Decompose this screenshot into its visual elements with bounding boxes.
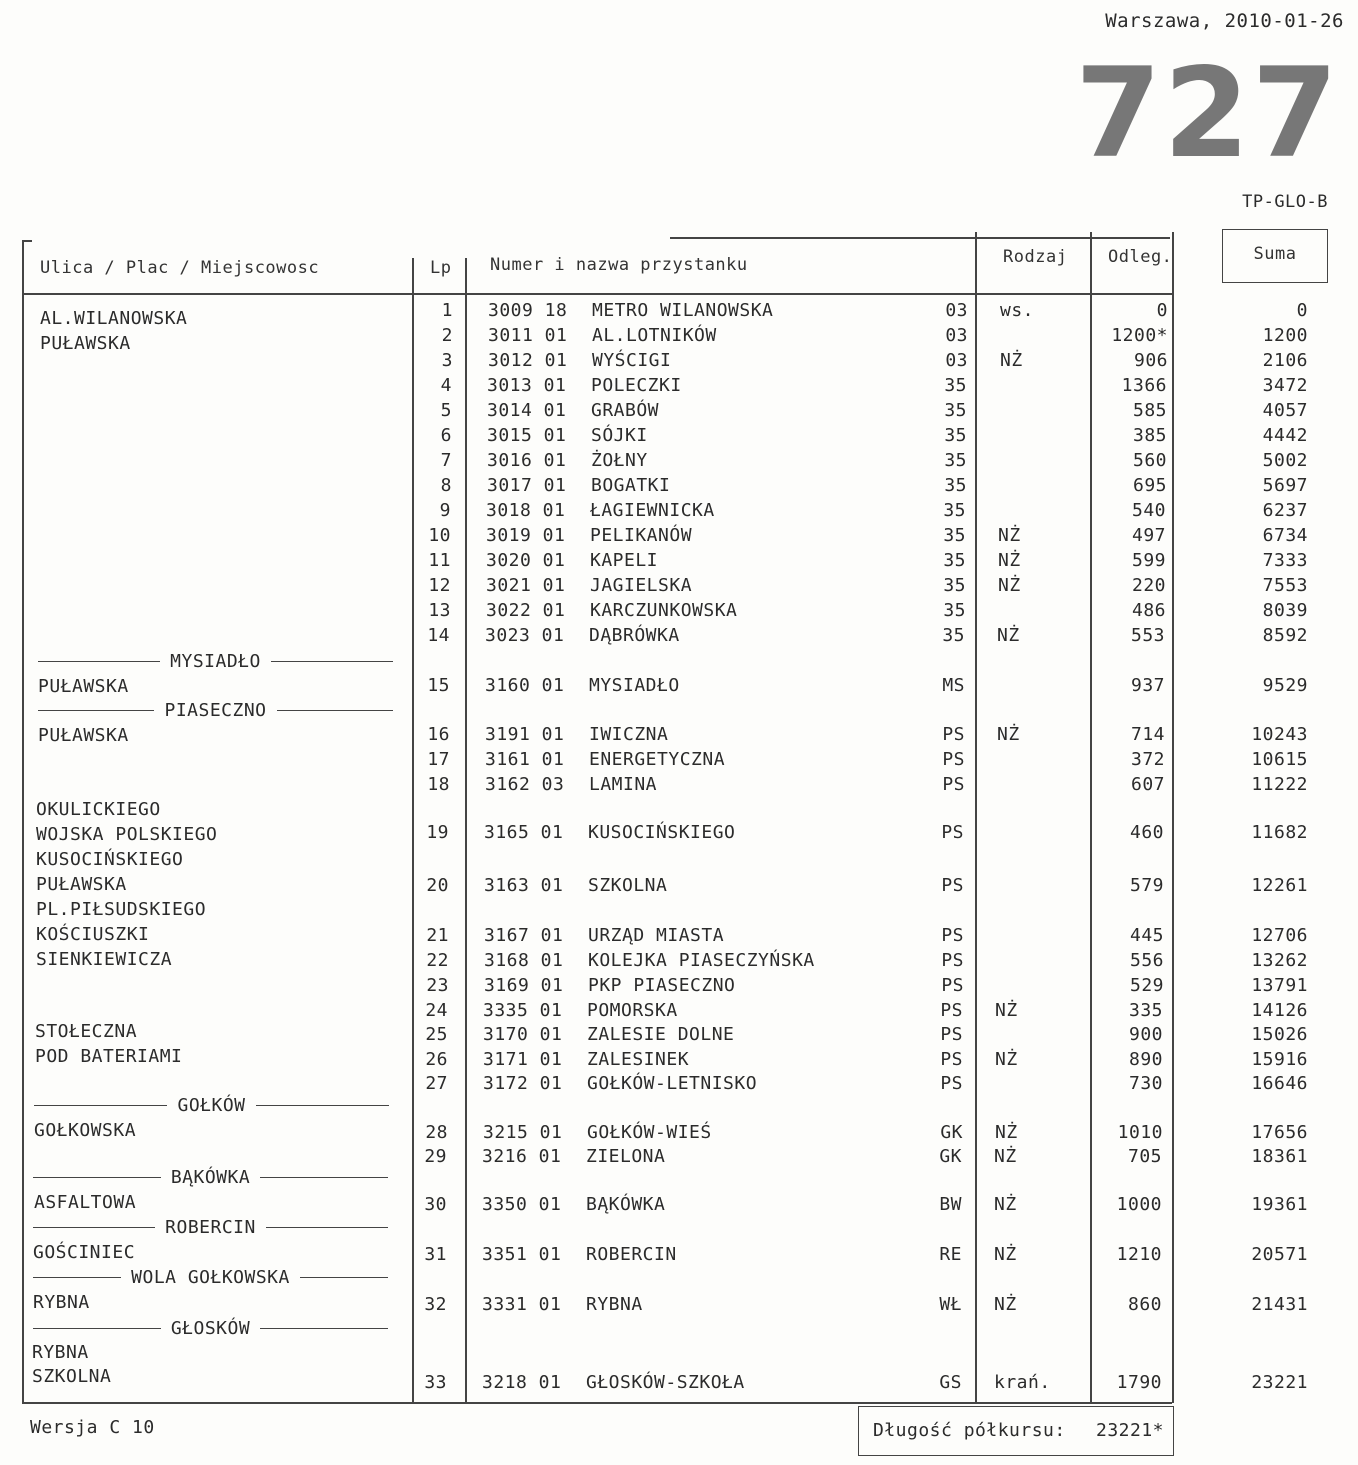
stop-number: 3015 01 [487, 425, 567, 446]
header-type: Rodzaj [1003, 247, 1068, 267]
street-name: GOŁKOWSKA [34, 1120, 137, 1141]
stop-distance: 553 [1130, 625, 1165, 646]
stop-number: 3170 01 [483, 1024, 563, 1045]
stop-sum: 3472 [1262, 375, 1308, 396]
stop-zone: PS [942, 774, 965, 795]
stop-type: NŻ [998, 525, 1021, 546]
stop-distance: 695 [1132, 475, 1167, 496]
table-left-border [22, 240, 24, 1403]
stop-distance: 579 [1129, 875, 1164, 896]
stop-name: RYBNA [586, 1294, 643, 1315]
header-stop: Numer i nazwa przystanku [490, 255, 748, 275]
divider-stop-type [975, 232, 977, 1403]
section-label: WOLA GOŁKOWSKA [131, 1267, 290, 1288]
stop-sum: 4057 [1262, 400, 1308, 421]
stop-distance: 860 [1127, 1294, 1162, 1315]
stop-lp: 32 [424, 1294, 447, 1315]
stop-sum: 14126 [1251, 1000, 1308, 1021]
version-label: Wersja C 10 [30, 1417, 155, 1438]
stop-name: KOLEJKA PIASECZYŃSKA [588, 950, 815, 971]
stop-sum: 12706 [1251, 925, 1308, 946]
section-label: ROBERCIN [165, 1217, 256, 1238]
stop-sum: 19361 [1251, 1194, 1308, 1215]
stop-distance: 730 [1128, 1073, 1163, 1094]
stop-number: 3022 01 [486, 600, 566, 621]
header-distance: Odleg. [1108, 247, 1173, 267]
stop-number: 3013 01 [487, 375, 567, 396]
stop-sum: 17656 [1251, 1122, 1308, 1143]
stop-type: NŻ [1000, 350, 1023, 371]
stop-distance: 906 [1133, 350, 1168, 371]
stop-zone: PS [941, 975, 964, 996]
stop-number: 3351 01 [482, 1244, 562, 1265]
stop-type: NŻ [994, 1244, 1017, 1265]
street-name: OKULICKIEGO [36, 799, 161, 820]
stop-lp: 19 [426, 822, 449, 843]
stop-name: ZALESIE DOLNE [587, 1024, 735, 1045]
street-name: KOŚCIUSZKI [36, 924, 150, 945]
stop-distance: 1200* [1111, 325, 1168, 346]
stop-zone: 35 [943, 500, 966, 521]
header-street: Ulica / Plac / Miejscowosc [40, 258, 320, 278]
stop-sum: 10615 [1251, 749, 1308, 770]
section-label: MYSIADŁO [170, 651, 261, 672]
stop-number: 3020 01 [486, 550, 566, 571]
stop-lp: 16 [427, 724, 450, 745]
stop-zone: WŁ [939, 1294, 962, 1315]
stop-lp: 20 [426, 875, 449, 896]
stop-zone: 35 [944, 450, 967, 471]
stop-name: WYŚCIGI [592, 350, 672, 371]
stop-number: 3163 01 [484, 875, 564, 896]
table-right-border [1172, 232, 1174, 1403]
stop-zone: 35 [944, 375, 967, 396]
line-number: 727 [1075, 42, 1340, 186]
stop-type: ws. [1000, 300, 1035, 321]
stop-sum: 23221 [1251, 1372, 1308, 1393]
stop-name: GRABÓW [591, 400, 660, 421]
stop-number: 3171 01 [483, 1049, 563, 1070]
stop-distance: 486 [1131, 600, 1166, 621]
stop-sum: 16646 [1251, 1073, 1308, 1094]
stop-distance: 335 [1128, 1000, 1163, 1021]
street-name: WOJSKA POLSKIEGO [36, 824, 218, 845]
stop-sum: 6734 [1262, 525, 1308, 546]
stop-name: PELIKANÓW [590, 525, 693, 546]
section-separator [33, 1217, 388, 1238]
table-bottom-border [22, 1402, 1172, 1404]
length-value: 23221* [1096, 1420, 1165, 1441]
stop-name: PKP PIASECZNO [588, 975, 736, 996]
stop-number: 3160 01 [485, 675, 565, 696]
stop-distance: 1210 [1116, 1244, 1162, 1265]
section-label: BĄKÓWKA [170, 1167, 251, 1188]
stop-number: 3215 01 [483, 1122, 563, 1143]
stop-zone: BW [939, 1194, 962, 1215]
stop-lp: 1 [441, 300, 453, 321]
stop-type: NŻ [997, 625, 1020, 646]
stop-lp: 30 [424, 1194, 447, 1215]
street-name: STOŁECZNA [35, 1021, 138, 1042]
stop-name: SÓJKI [591, 425, 648, 446]
section-separator [38, 700, 393, 721]
stop-number: 3331 01 [482, 1294, 562, 1315]
stop-name: GOŁKÓW-LETNISKO [587, 1073, 758, 1094]
stop-number: 3161 01 [485, 749, 565, 770]
stop-type: NŻ [994, 1146, 1017, 1167]
stop-number: 3350 01 [482, 1194, 562, 1215]
stop-sum: 5002 [1262, 450, 1308, 471]
stop-lp: 14 [427, 625, 450, 646]
stop-name: BOGATKI [591, 475, 671, 496]
stop-sum: 6237 [1262, 500, 1308, 521]
stop-zone: PS [940, 1000, 963, 1021]
section-separator [34, 1095, 389, 1116]
stop-sum: 11682 [1251, 822, 1308, 843]
stop-sum: 11222 [1251, 774, 1308, 795]
stop-lp: 9 [439, 500, 451, 521]
stop-zone: GK [940, 1122, 963, 1143]
stop-lp: 21 [426, 925, 449, 946]
stop-lp: 22 [426, 950, 449, 971]
stop-number: 3218 01 [482, 1372, 562, 1393]
stop-lp: 7 [440, 450, 452, 471]
stop-sum: 8592 [1262, 625, 1308, 646]
stop-distance: 585 [1132, 400, 1167, 421]
stop-name: POMORSKA [587, 1000, 678, 1021]
stop-distance: 220 [1131, 575, 1166, 596]
stop-lp: 33 [424, 1372, 447, 1393]
stop-distance: 372 [1130, 749, 1165, 770]
section-separator [33, 1167, 388, 1188]
stop-lp: 3 [441, 350, 453, 371]
stop-zone: GS [939, 1372, 962, 1393]
stop-number: 3168 01 [484, 950, 564, 971]
stop-name: SZKOLNA [588, 875, 668, 896]
stop-name: KARCZUNKOWSKA [590, 600, 738, 621]
stop-name: JAGIELSKA [590, 575, 693, 596]
stop-type: krań. [994, 1372, 1051, 1393]
stop-lp: 25 [425, 1024, 448, 1045]
stop-number: 3167 01 [484, 925, 564, 946]
stop-lp: 11 [428, 550, 451, 571]
stop-zone: PS [940, 1049, 963, 1070]
stop-zone: MS [942, 675, 965, 696]
stop-sum: 7553 [1262, 575, 1308, 596]
stop-sum: 9529 [1262, 675, 1308, 696]
stop-distance: 497 [1131, 525, 1166, 546]
stop-zone: PS [941, 822, 964, 843]
stop-sum: 2106 [1262, 350, 1308, 371]
stop-number: 3016 01 [487, 450, 567, 471]
stop-sum: 15916 [1251, 1049, 1308, 1070]
divider-lp-stop [465, 258, 467, 1403]
stop-name: BĄKÓWKA [586, 1194, 666, 1215]
stop-distance: 556 [1129, 950, 1164, 971]
stop-lp: 13 [428, 600, 451, 621]
stop-zone: 03 [945, 325, 968, 346]
stop-number: 3172 01 [483, 1073, 563, 1094]
street-name: KUSOCIŃSKIEGO [36, 849, 184, 870]
street-name: PL.PIŁSUDSKIEGO [36, 899, 207, 920]
section-separator [33, 1267, 388, 1288]
stop-number: 3012 01 [488, 350, 568, 371]
stop-zone: 35 [944, 425, 967, 446]
stop-lp: 4 [440, 375, 452, 396]
stop-zone: GK [939, 1146, 962, 1167]
stop-type: NŻ [995, 1122, 1018, 1143]
stop-number: 3011 01 [488, 325, 568, 346]
stop-name: POLECZKI [591, 375, 682, 396]
stop-number: 3021 01 [486, 575, 566, 596]
stop-lp: 31 [424, 1244, 447, 1265]
stop-name: ZIELONA [586, 1146, 666, 1167]
stop-distance: 1366 [1121, 375, 1167, 396]
street-name: RYBNA [33, 1292, 90, 1313]
stop-type: NŻ [998, 550, 1021, 571]
stop-distance: 599 [1131, 550, 1166, 571]
section-label: GŁOSKÓW [170, 1318, 251, 1339]
stop-lp: 18 [427, 774, 450, 795]
street-name: PUŁAWSKA [38, 725, 129, 746]
stop-distance: 0 [1156, 300, 1168, 321]
stop-lp: 6 [440, 425, 452, 446]
stop-number: 3335 01 [483, 1000, 563, 1021]
stop-name: IWICZNA [589, 724, 669, 745]
street-name: ASFALTOWA [34, 1192, 137, 1213]
stop-zone: 03 [945, 300, 968, 321]
stop-zone: PS [940, 1073, 963, 1094]
stop-zone: PS [941, 925, 964, 946]
stop-type: NŻ [998, 575, 1021, 596]
stop-sum: 13791 [1251, 975, 1308, 996]
stop-lp: 15 [427, 675, 450, 696]
stop-name: KAPELI [590, 550, 659, 571]
stop-name: ZALESINEK [587, 1049, 690, 1070]
stop-lp: 5 [440, 400, 452, 421]
street-name: PUŁAWSKA [40, 333, 131, 354]
stop-number: 3014 01 [487, 400, 567, 421]
header-lp: Lp [430, 258, 452, 278]
stop-type: NŻ [994, 1294, 1017, 1315]
street-name: POD BATERIAMI [35, 1046, 183, 1067]
street-name: RYBNA [32, 1342, 89, 1363]
stop-zone: 03 [945, 350, 968, 371]
street-name: SZKOLNA [32, 1366, 112, 1387]
route-code: TP-GLO-B [1242, 192, 1328, 212]
stop-name: ŻOŁNY [591, 450, 648, 471]
section-separator [33, 1318, 388, 1339]
stop-name: DĄBRÓWKA [589, 625, 680, 646]
stop-distance: 607 [1130, 774, 1165, 795]
stop-distance: 705 [1127, 1146, 1162, 1167]
stop-name: AL.LOTNIKÓW [592, 325, 717, 346]
stop-sum: 10243 [1251, 724, 1308, 745]
stop-lp: 12 [428, 575, 451, 596]
stop-number: 3019 01 [486, 525, 566, 546]
stop-number: 3017 01 [487, 475, 567, 496]
stop-lp: 29 [424, 1146, 447, 1167]
stop-number: 3162 03 [485, 774, 565, 795]
stop-name: ŁAGIEWNICKA [590, 500, 715, 521]
stop-sum: 18361 [1251, 1146, 1308, 1167]
stop-distance: 540 [1131, 500, 1166, 521]
stop-distance: 714 [1130, 724, 1165, 745]
stop-zone: 35 [942, 625, 965, 646]
stop-lp: 24 [425, 1000, 448, 1021]
stop-distance: 529 [1129, 975, 1164, 996]
stop-zone: 35 [944, 400, 967, 421]
stop-distance: 900 [1128, 1024, 1163, 1045]
stop-name: MYSIADŁO [589, 675, 680, 696]
stop-number: 3009 18 [488, 300, 568, 321]
stop-name: ENERGETYCZNA [589, 749, 726, 770]
stop-lp: 10 [428, 525, 451, 546]
stop-distance: 1010 [1117, 1122, 1163, 1143]
stop-type: NŻ [994, 1194, 1017, 1215]
stop-distance: 385 [1132, 425, 1167, 446]
stop-sum: 12261 [1251, 875, 1308, 896]
street-name: AL.WILANOWSKA [40, 308, 188, 329]
stop-name: GOŁKÓW-WIEŚ [587, 1122, 712, 1143]
section-label: PIASECZNO [164, 700, 267, 721]
stop-distance: 445 [1129, 925, 1164, 946]
header-bottom-rule [22, 293, 1172, 295]
stop-lp: 26 [425, 1049, 448, 1070]
stop-sum: 20571 [1251, 1244, 1308, 1265]
stop-zone: 35 [944, 475, 967, 496]
stop-sum: 0 [1296, 300, 1308, 321]
stop-lp: 23 [426, 975, 449, 996]
street-name: PUŁAWSKA [36, 874, 127, 895]
table-top-border [670, 237, 1170, 239]
length-label: Długość półkursu: [873, 1420, 1066, 1441]
header-sum: Suma [1253, 244, 1297, 264]
stop-type: NŻ [995, 1049, 1018, 1070]
stop-number: 3216 01 [482, 1146, 562, 1167]
stop-distance: 890 [1128, 1049, 1163, 1070]
stop-sum: 7333 [1262, 550, 1308, 571]
stop-type: NŻ [997, 724, 1020, 745]
stop-zone: 35 [943, 550, 966, 571]
stop-lp: 28 [425, 1122, 448, 1143]
stop-distance: 937 [1130, 675, 1165, 696]
stop-zone: 35 [943, 525, 966, 546]
stop-name: ROBERCIN [586, 1244, 677, 1265]
stop-number: 3191 01 [485, 724, 565, 745]
section-label: GOŁKÓW [177, 1095, 246, 1116]
stop-lp: 27 [425, 1073, 448, 1094]
stop-sum: 8039 [1262, 600, 1308, 621]
stop-number: 3169 01 [484, 975, 564, 996]
street-name: PUŁAWSKA [38, 676, 129, 697]
stop-zone: 35 [943, 575, 966, 596]
stop-lp: 8 [440, 475, 452, 496]
stop-sum: 1200 [1262, 325, 1308, 346]
street-name: GOŚCINIEC [33, 1242, 136, 1263]
stop-zone: RE [939, 1244, 962, 1265]
stop-name: LAMINA [589, 774, 658, 795]
stop-distance: 1790 [1116, 1372, 1162, 1393]
stop-zone: PS [941, 875, 964, 896]
stop-type: NŻ [995, 1000, 1018, 1021]
stop-sum: 13262 [1251, 950, 1308, 971]
stop-lp: 2 [441, 325, 453, 346]
stop-sum: 5697 [1262, 475, 1308, 496]
stop-name: METRO WILANOWSKA [592, 300, 774, 321]
stop-distance: 1000 [1116, 1194, 1162, 1215]
stop-sum: 4442 [1262, 425, 1308, 446]
stop-lp: 17 [427, 749, 450, 770]
stop-name: KUSOCIŃSKIEGO [588, 822, 736, 843]
stop-zone: PS [942, 724, 965, 745]
stop-distance: 460 [1129, 822, 1164, 843]
stop-number: 3018 01 [486, 500, 566, 521]
stop-number: 3165 01 [484, 822, 564, 843]
stop-sum: 21431 [1251, 1294, 1308, 1315]
stop-name: URZĄD MIASTA [588, 925, 725, 946]
section-separator [38, 651, 393, 672]
stop-zone: PS [941, 950, 964, 971]
stop-number: 3023 01 [485, 625, 565, 646]
stop-name: GŁOSKÓW-SZKOŁA [586, 1372, 745, 1393]
stop-sum: 15026 [1251, 1024, 1308, 1045]
stop-zone: PS [942, 749, 965, 770]
table-corner [22, 240, 32, 242]
stop-distance: 560 [1132, 450, 1167, 471]
stop-zone: 35 [943, 600, 966, 621]
stop-zone: PS [940, 1024, 963, 1045]
street-name: SIENKIEWICZA [36, 949, 173, 970]
document-date: Warszawa, 2010-01-26 [1105, 10, 1344, 32]
